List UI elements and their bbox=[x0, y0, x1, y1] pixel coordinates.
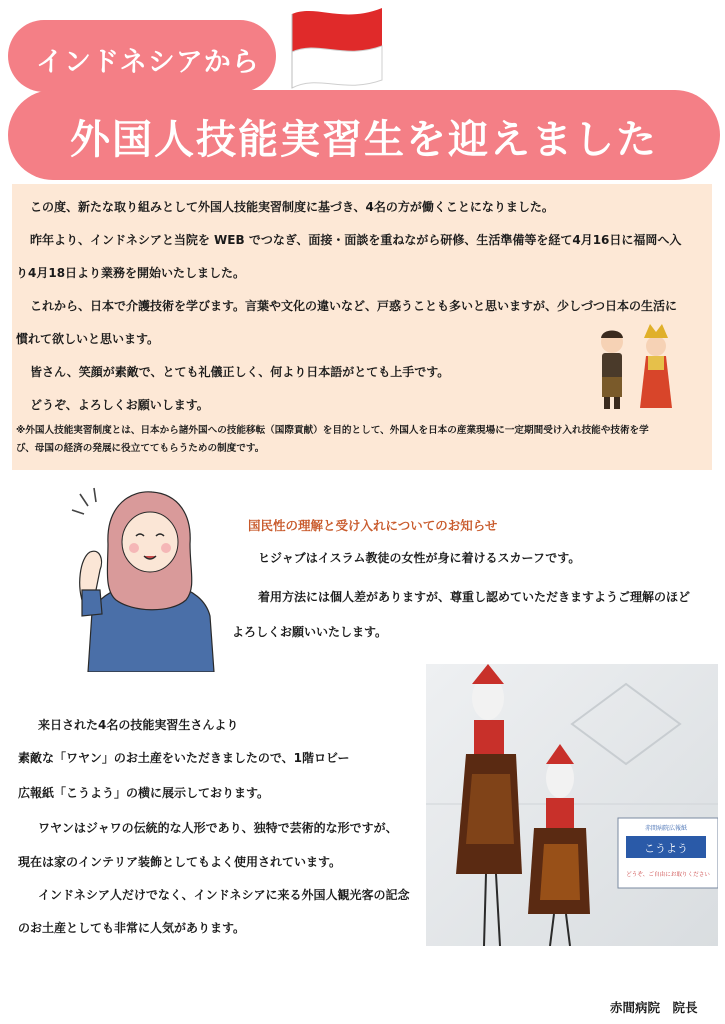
notice-line: よろしくお願いいたします。 bbox=[232, 625, 388, 639]
header-badge-text: インドネシアから bbox=[36, 47, 260, 78]
header-badge bbox=[8, 20, 276, 92]
wayang-line: のお土産としても非常に人気があります。 bbox=[18, 921, 246, 935]
notice-line: 着用方法には個人差がありますが、尊重し認めていただきますようご理解のほど bbox=[258, 590, 691, 604]
wayang-line: 素敵な「ワヤン」のお土産をいただきましたので、1階ロビー bbox=[18, 751, 350, 765]
photo-sign-title: こうよう bbox=[644, 842, 688, 855]
photo-sign-bottom: どうぞ、ご自由にお取りください bbox=[626, 872, 710, 878]
couple-illustration bbox=[590, 322, 682, 414]
intro-line: 皆さん、笑顔が素敵で、とても礼儀正しく、何より日本語がとても上手です。 bbox=[30, 365, 450, 379]
intro-line: この度、新たな取り組みとして外国人技能実習制度に基づき、4名の方が働くことになりました。 bbox=[30, 200, 554, 214]
intro-box bbox=[12, 184, 712, 470]
wayang-puppets-photo bbox=[426, 664, 718, 946]
wayang-line: 来日された4名の技能実習生さんより bbox=[38, 718, 239, 732]
wayang-line: ワヤンはジャワの伝統的な人形であり、独特で芸術的な形ですが、 bbox=[38, 821, 398, 835]
page-title: 外国人技能実習生を迎えました bbox=[70, 117, 658, 163]
wayang-line: インドネシア人だけでなく、インドネシアに来る外国人観光客の記念 bbox=[38, 888, 410, 902]
intro-note-line: ※外国人技能実習制度とは、日本から諸外国への技能移転（国際貢献）を目的として、外国人を日本の産業現場に一定期間受け入れ技能や技術を学 bbox=[16, 425, 649, 436]
photo-sign-top: 赤間病院広報紙 bbox=[644, 825, 688, 832]
intro-line: これから、日本で介護技術を学びます。言葉や文化の違いなど、戸惑うことも多いと思いますが、少しづつ日本の生活に bbox=[30, 299, 678, 313]
intro-line: どうぞ、よろしくお願いします。 bbox=[30, 398, 209, 412]
notice-title: 国民性の理解と受け入れについてのお知らせ bbox=[248, 518, 498, 533]
intro-line: 昨年より、インドネシアと当院を WEB でつなぎ、面接・面談を重ねながら研修、生活準備等を経て4月16日に福岡へ入 bbox=[30, 233, 682, 247]
intro-line: り4月18日より業務を開始いたしました。 bbox=[16, 266, 246, 280]
wayang-line: 広報紙「こうよう」の横に展示しております。 bbox=[18, 786, 270, 800]
hijab-woman-illustration bbox=[66, 486, 226, 672]
signature: 赤間病院 院長 bbox=[610, 1000, 698, 1015]
indonesia-flag-icon bbox=[282, 2, 392, 94]
intro-note-line: び、母国の経済の発展に役立ててもらうための制度です。 bbox=[16, 443, 265, 454]
intro-line: 慣れて欲しいと思います。 bbox=[16, 332, 160, 346]
page-title-banner bbox=[8, 90, 720, 180]
wayang-line: 現在は家のインテリア装飾としてもよく使用されています。 bbox=[18, 855, 342, 869]
notice-line: ヒジャブはイスラム教徒の女性が身に着けるスカーフです。 bbox=[258, 551, 581, 565]
